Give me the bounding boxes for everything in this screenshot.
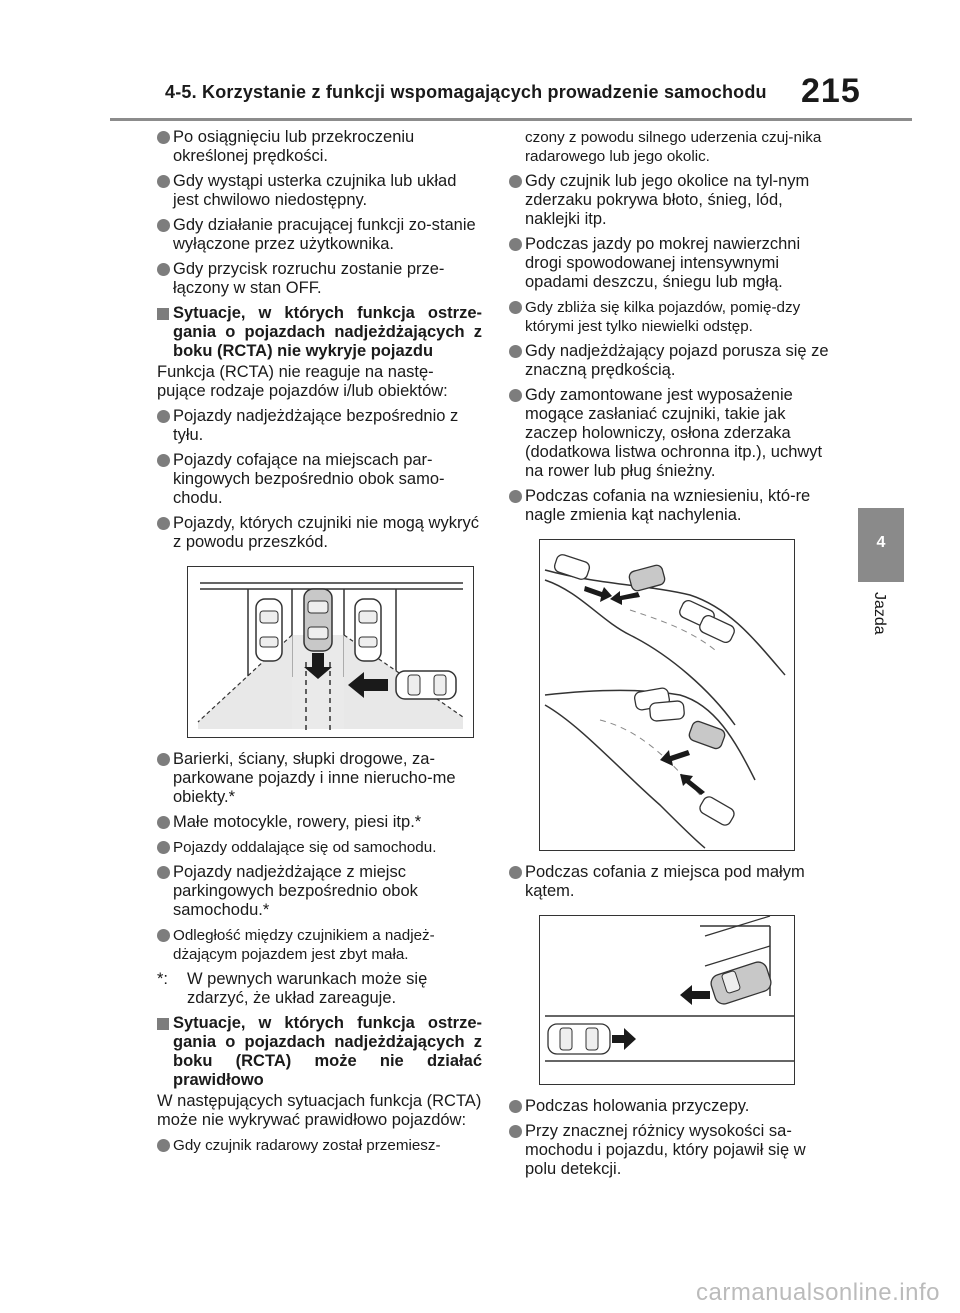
section-paragraph: W następujących sytuacjach funkcja (RCTA) może nie wykrywać prawidłowo pojazdów: bbox=[157, 1092, 482, 1129]
square-bullet-icon bbox=[157, 308, 169, 320]
page-number: 215 bbox=[801, 72, 861, 110]
bullet-dot-icon bbox=[509, 301, 522, 314]
bullet-dot-icon bbox=[157, 753, 170, 766]
right-column bbox=[509, 128, 839, 1185]
square-bullet-icon bbox=[157, 1018, 169, 1030]
bullet-dot-icon bbox=[509, 175, 522, 188]
list-item: Małe motocykle, rowery, piesi itp.* bbox=[157, 813, 482, 832]
list-item: Gdy zamontowane jest wyposażenie mogące zasłaniać czujniki, takie jak zaczep holowniczy, osłona zderzaka (dodatkowa listwa ochronna itp.), uchwyt na rower lub pług śnieżny. bbox=[509, 386, 839, 481]
list-item: Gdy przycisk rozruchu zostanie prze-łączony w stan OFF. bbox=[157, 260, 482, 298]
angled-parking-diagram-image bbox=[540, 916, 794, 1084]
footnote-marker: *: bbox=[157, 970, 169, 988]
parking-diagram-image bbox=[188, 567, 473, 737]
list-item: Pojazdy nadjeżdżające z miejsc parkingowych bezpośrednio obok samochodu.* bbox=[157, 863, 482, 920]
chapter-number: 4 bbox=[876, 534, 886, 551]
section-heading-may-not-work: Sytuacje, w których funkcja ostrze-gania o pojazdach nadjeżdżających z boku (RCTA) może nie działać prawidłowo bbox=[157, 1014, 482, 1090]
list-item: Pojazdy oddalające się od samochodu. bbox=[157, 838, 482, 857]
section-heading-not-detected: Sytuacje, w których funkcja ostrze-gania o pojazdach nadjeżdżających z boku (RCTA) nie wykryje pojazdu bbox=[157, 304, 482, 361]
list-item: Przy znacznej różnicy wysokości sa-mochodu i pojazdu, który pojawił się w polu detekcji. bbox=[509, 1122, 839, 1179]
parking-lot-illustration bbox=[187, 566, 474, 738]
list-item: Odległość między czujnikiem a nadjeż-dżającym pojazdem jest zbyt mała. bbox=[157, 926, 482, 964]
chapter-tab[interactable] bbox=[858, 508, 904, 582]
bullet-dot-icon bbox=[157, 517, 170, 530]
bullet-dot-icon bbox=[157, 175, 170, 188]
bullet-dot-icon bbox=[157, 219, 170, 232]
bullet-dot-icon bbox=[509, 238, 522, 251]
list-item: Gdy działanie pracującej funkcji zo-stanie wyłączone przez użytkownika. bbox=[157, 216, 482, 254]
bullet-dot-icon bbox=[509, 389, 522, 402]
bullet-dot-icon bbox=[157, 454, 170, 467]
bullet-dot-icon bbox=[157, 1139, 170, 1152]
left-column bbox=[157, 128, 482, 1161]
list-item: Podczas cofania z miejsca pod małym kątem. bbox=[509, 863, 839, 901]
slope-diagram-image bbox=[540, 540, 794, 850]
page-header-title: 4-5. Korzystanie z funkcji wspomagających prowadzenie samochodu bbox=[165, 82, 767, 102]
list-item: Gdy czujnik lub jego okolice na tyl-nym zderzaku pokrywa błoto, śnieg, lód, naklejki itp. bbox=[509, 172, 839, 229]
list-item: Podczas cofania na wzniesieniu, któ-re nagle zmienia kąt nachylenia. bbox=[509, 487, 839, 525]
list-item: Barierki, ściany, słupki drogowe, za-parkowane pojazdy i inne nierucho-me obiekty.* bbox=[157, 750, 482, 807]
list-item: Po osiągnięciu lub przekroczeniu określonej prędkości. bbox=[157, 128, 482, 166]
list-item: Gdy nadjeżdżający pojazd porusza się ze znaczną prędkością. bbox=[509, 342, 839, 380]
bullet-dot-icon bbox=[157, 841, 170, 854]
bullet-dot-icon bbox=[157, 816, 170, 829]
bullet-dot-icon bbox=[157, 131, 170, 144]
footnote-text: W pewnych warunkach może się zdarzyć, że układ zareaguje. bbox=[187, 970, 428, 1007]
list-item: Podczas holowania przyczepy. bbox=[509, 1097, 839, 1116]
header-divider bbox=[110, 118, 912, 121]
section-paragraph: Funkcja (RCTA) nie reaguje na nastę-pujące rodzaje pojazdów i/lub obiektów: bbox=[157, 363, 448, 400]
list-item: Podczas jazdy po mokrej nawierzchni drogi spowodowanej intensywnymi opadami deszczu, śniegu lub mgłą. bbox=[509, 235, 839, 292]
list-item: Gdy czujnik radarowy został przemiesz- bbox=[157, 1136, 482, 1155]
bullet-dot-icon bbox=[157, 929, 170, 942]
bullet-dot-icon bbox=[509, 1100, 522, 1113]
bullet-dot-icon bbox=[157, 410, 170, 423]
bullet-dot-icon bbox=[509, 1125, 522, 1138]
list-item: Gdy wystąpi usterka czujnika lub układ jest chwilowo niedostępny. bbox=[157, 172, 482, 210]
bullet-dot-icon bbox=[509, 345, 522, 358]
list-item: Pojazdy cofające na miejscach par-kingowych bezpośrednio obok samo-chodu. bbox=[157, 451, 482, 508]
chapter-label: Jazda bbox=[871, 592, 888, 635]
slope-road-illustration bbox=[539, 539, 795, 851]
footnote bbox=[157, 970, 482, 1008]
list-item: Pojazdy, których czujniki nie mogą wykryć z powodu przeszkód. bbox=[157, 514, 482, 552]
bullet-dot-icon bbox=[509, 866, 522, 879]
bullet-dot-icon bbox=[157, 263, 170, 276]
list-item: Pojazdy nadjeżdżające bezpośrednio z tyłu. bbox=[157, 407, 482, 445]
list-item: Gdy zbliża się kilka pojazdów, pomię-dzy którymi jest tylko niewielki odstęp. bbox=[509, 298, 839, 336]
bullet-dot-icon bbox=[157, 866, 170, 879]
watermark: carmanualsonline.info bbox=[696, 1279, 940, 1306]
angled-parking-illustration bbox=[539, 915, 795, 1085]
bullet-dot-icon bbox=[509, 490, 522, 503]
continued-text: czony z powodu silnego uderzenia czuj-nika radarowego lub jego okolic. bbox=[525, 129, 822, 165]
